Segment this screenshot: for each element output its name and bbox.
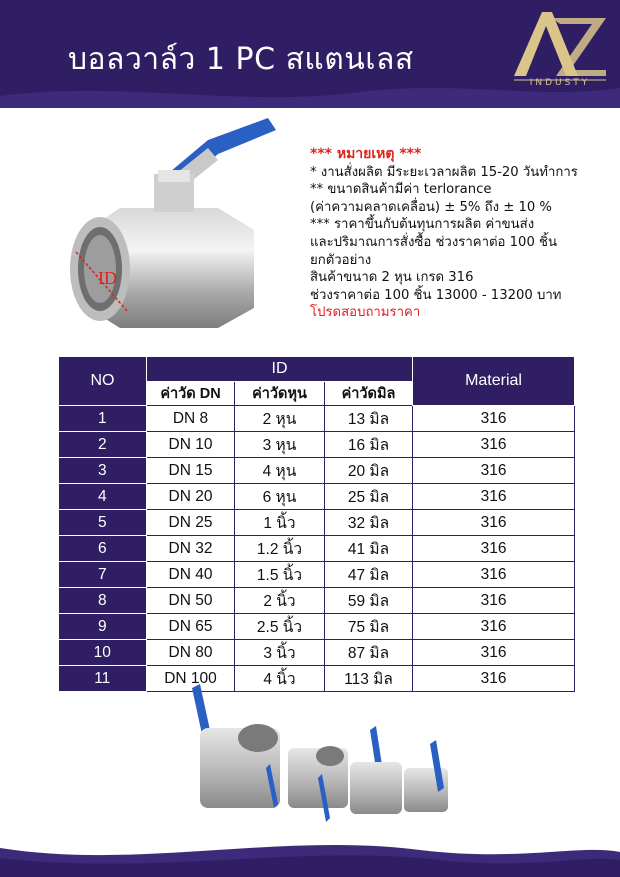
row-mil: 13 มิล	[325, 406, 413, 432]
note-line: ช่วงราคาต่อ 100 ชิ้น 13000 - 13200 บาท	[310, 287, 562, 303]
row-no: 11	[59, 666, 147, 692]
row-hun: 2.5 นิ้ว	[235, 614, 325, 640]
row-dn: DN 8	[147, 406, 235, 432]
row-hun: 1 นิ้ว	[235, 510, 325, 536]
row-no: 4	[59, 484, 147, 510]
row-no: 3	[59, 458, 147, 484]
row-no: 8	[59, 588, 147, 614]
row-hun: 1.5 นิ้ว	[235, 562, 325, 588]
row-no: 9	[59, 614, 147, 640]
row-hun: 4 หุน	[235, 458, 325, 484]
table-row	[59, 562, 575, 588]
row-dn: DN 80	[147, 640, 235, 666]
row-mil: 75 มิล	[325, 614, 413, 640]
notes-panel	[310, 146, 610, 322]
row-material: 316	[413, 640, 575, 666]
table-row	[59, 640, 575, 666]
row-hun: 3 หุน	[235, 432, 325, 458]
note-line: และปริมาณการสั่งซื้อ ช่วงราคาต่อ 100 ชิ้น	[310, 234, 557, 250]
row-material: 316	[413, 458, 575, 484]
row-dn: DN 15	[147, 458, 235, 484]
row-hun: 1.2 นิ้ว	[235, 536, 325, 562]
row-material: 316	[413, 614, 575, 640]
row-dn: DN 40	[147, 562, 235, 588]
page-title: บอลวาล์ว 1 PC สแตนเลส	[68, 42, 414, 77]
row-no: 10	[59, 640, 147, 666]
ball-valve-image	[58, 112, 298, 338]
note-line: *** ราคาขึ้นกับต้นทุนการผลิต ค่าขนส่ง	[310, 217, 535, 233]
row-no: 6	[59, 536, 147, 562]
row-hun: 2 หุน	[235, 406, 325, 432]
row-hun: 2 นิ้ว	[235, 588, 325, 614]
note-line: สินค้าขนาด 2 หุน เกรด 316	[310, 270, 474, 286]
row-mil: 47 มิล	[325, 562, 413, 588]
table-row	[59, 406, 575, 432]
row-mil: 16 มิล	[325, 432, 413, 458]
row-mil: 25 มิล	[325, 484, 413, 510]
note-line: ** ขนาดสินค้ามีค่า terlorance	[310, 182, 492, 198]
row-no: 2	[59, 432, 147, 458]
row-hun: 6 หุน	[235, 484, 325, 510]
table-row	[59, 614, 575, 640]
row-hun: 4 นิ้ว	[235, 666, 325, 692]
row-material: 316	[413, 536, 575, 562]
row-dn: DN 65	[147, 614, 235, 640]
note-line: ยกตัวอย่าง	[310, 252, 372, 268]
row-dn: DN 32	[147, 536, 235, 562]
row-material: 316	[413, 510, 575, 536]
header-material: Material	[413, 357, 575, 406]
table-row	[59, 458, 575, 484]
row-mil: 59 มิล	[325, 588, 413, 614]
table-row	[59, 588, 575, 614]
row-dn: DN 25	[147, 510, 235, 536]
header-id: ID	[147, 357, 413, 382]
contact-note: โปรดสอบถามราคา	[310, 305, 421, 321]
row-mil: 113 มิล	[325, 666, 413, 692]
row-material: 316	[413, 588, 575, 614]
product-group-image	[170, 678, 470, 838]
row-mil: 20 มิล	[325, 458, 413, 484]
row-material: 316	[413, 406, 575, 432]
row-dn: DN 10	[147, 432, 235, 458]
row-no: 1	[59, 406, 147, 432]
row-material: 316	[413, 484, 575, 510]
header-dn: ค่าวัด DN	[147, 382, 235, 406]
table-row	[59, 484, 575, 510]
row-material: 316	[413, 432, 575, 458]
row-mil: 87 มิล	[325, 640, 413, 666]
row-material: 316	[413, 562, 575, 588]
table-row	[59, 536, 575, 562]
row-mil: 41 มิล	[325, 536, 413, 562]
note-line: * งานสั่งผลิต มีระยะเวลาผลิต 15-20 วันทำการ	[310, 164, 578, 180]
notes-heading: *** หมายเหตุ ***	[310, 146, 422, 162]
row-dn: DN 50	[147, 588, 235, 614]
header-banner	[0, 0, 620, 108]
row-material: 316	[413, 666, 575, 692]
table-row	[59, 510, 575, 536]
row-no: 7	[59, 562, 147, 588]
footer-wave	[0, 828, 620, 877]
header-hun: ค่าวัดหุน	[235, 382, 325, 406]
row-mil: 32 มิล	[325, 510, 413, 536]
id-label: ID	[98, 268, 117, 288]
note-line: (ค่าความคลาดเคลื่อน) ± 5% ถึง ± 10 %	[310, 199, 552, 215]
row-no: 5	[59, 510, 147, 536]
header-mil: ค่าวัดมิล	[325, 382, 413, 406]
row-dn: DN 20	[147, 484, 235, 510]
header-no: NO	[59, 357, 147, 406]
spec-table	[58, 356, 575, 692]
row-dn: DN 100	[147, 666, 235, 692]
table-row	[59, 432, 575, 458]
row-hun: 3 นิ้ว	[235, 640, 325, 666]
logo-subtitle: INDUSTY	[529, 78, 591, 88]
